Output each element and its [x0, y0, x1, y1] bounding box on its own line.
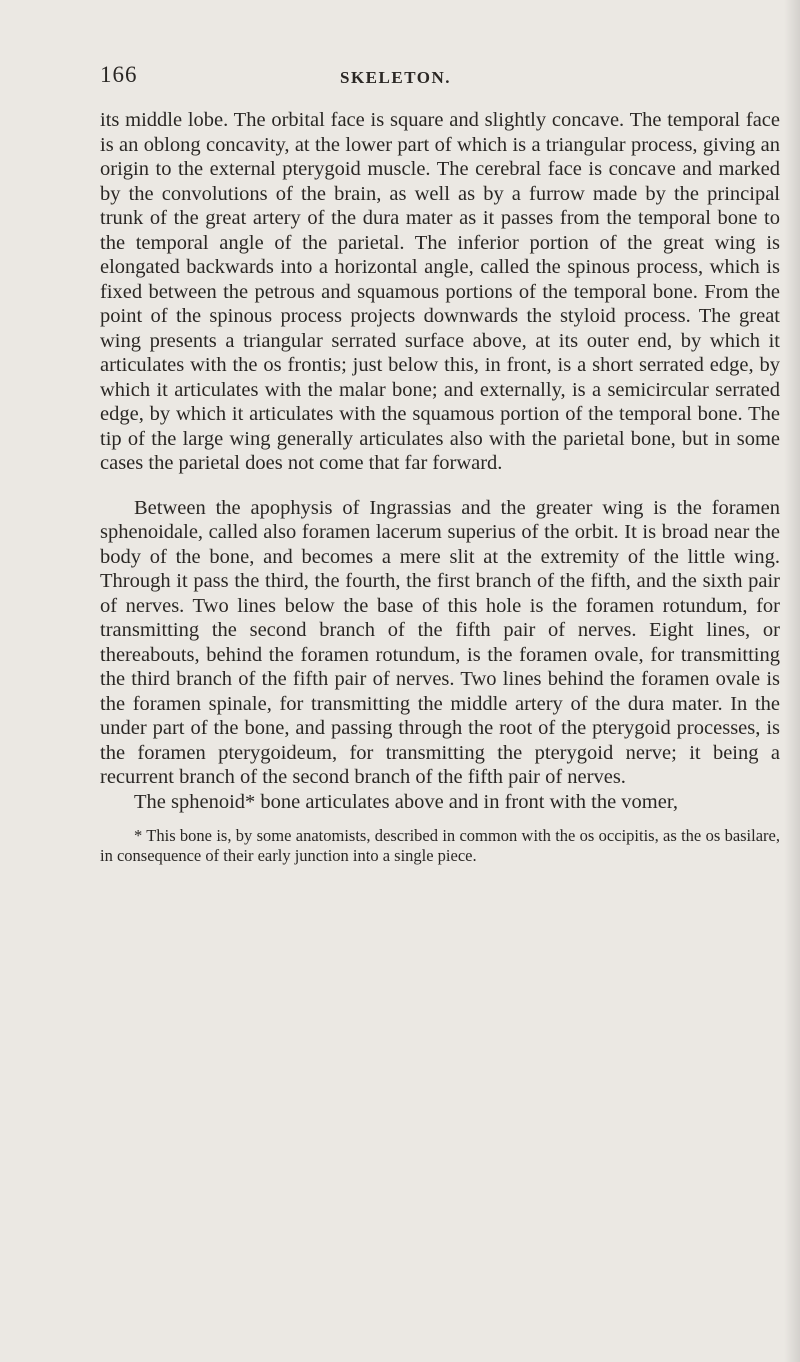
body-text: [100, 108, 780, 866]
page-edge-shadow: [784, 0, 800, 1362]
paragraph-1: its middle lobe. The orbital face is square and slightly concave. The temporal face is an oblong concavity, at the lower part of which is a triangular process, giving an origin to the external pterygoid muscle. The cerebral face is concave and marked by the convolutions of the brain, as well as by a furrow made by the principal trunk of the great artery of the dura mater as it passes from the temporal bone to the temporal angle of the parietal. The inferior portion of the great wing is elongated backwards into a horizontal angle, called the spinous process, which is fixed between the petrous and squamous portions of the temporal bone. From the point of the spinous process projects downwards the styloid process. The great wing presents a triangular serrated surface above, at its outer end, by which it articulates with the os frontis; just below this, in front, is a short serrated edge, by which it articulates with the malar bone; and externally, is a semicircular serrated edge, by which it articulates with the squamous portion of the temporal bone. The tip of the large wing generally articulates also with the parietal bone, but in some cases the parietal does not come that far forward.: [100, 109, 780, 474]
running-head: SKELETON.: [340, 68, 451, 87]
paragraph-3: The sphenoid* bone articulates above and in front with the vomer,: [134, 790, 678, 813]
footnote: * This bone is, by some anatomists, described in common with the os occipitis, as the os basilare, in consequence of their early junction into a single piece.: [100, 826, 780, 865]
page-number: 166: [100, 62, 138, 87]
paragraph-2: Between the apophysis of Ingrassias and the greater wing is the foramen sphenoidale, called also foramen lacerum superius of the orbit. It is broad near the body of the bone, and becomes a mere slit at the extremity of the little wing. Through it pass the third, the fourth, the first branch of the fifth, and the sixth pair of nerves. Two lines below the base of this hole is the foramen rotundum, for transmitting the second branch of the fifth pair of nerves. Eight lines, or thereabouts, behind the foramen rotundum, is the foramen ovale, for transmitting the third branch of the fifth pair of nerves. Two lines behind the foramen ovale is the foramen spinale, for transmitting the middle artery of the dura mater. In the under part of the bone, and passing through the root of the pterygoid processes, is the foramen pterygoideum, for transmitting the pterygoid nerve; it being a recurrent branch of the second branch of the fifth pair of nerves.: [100, 496, 780, 788]
